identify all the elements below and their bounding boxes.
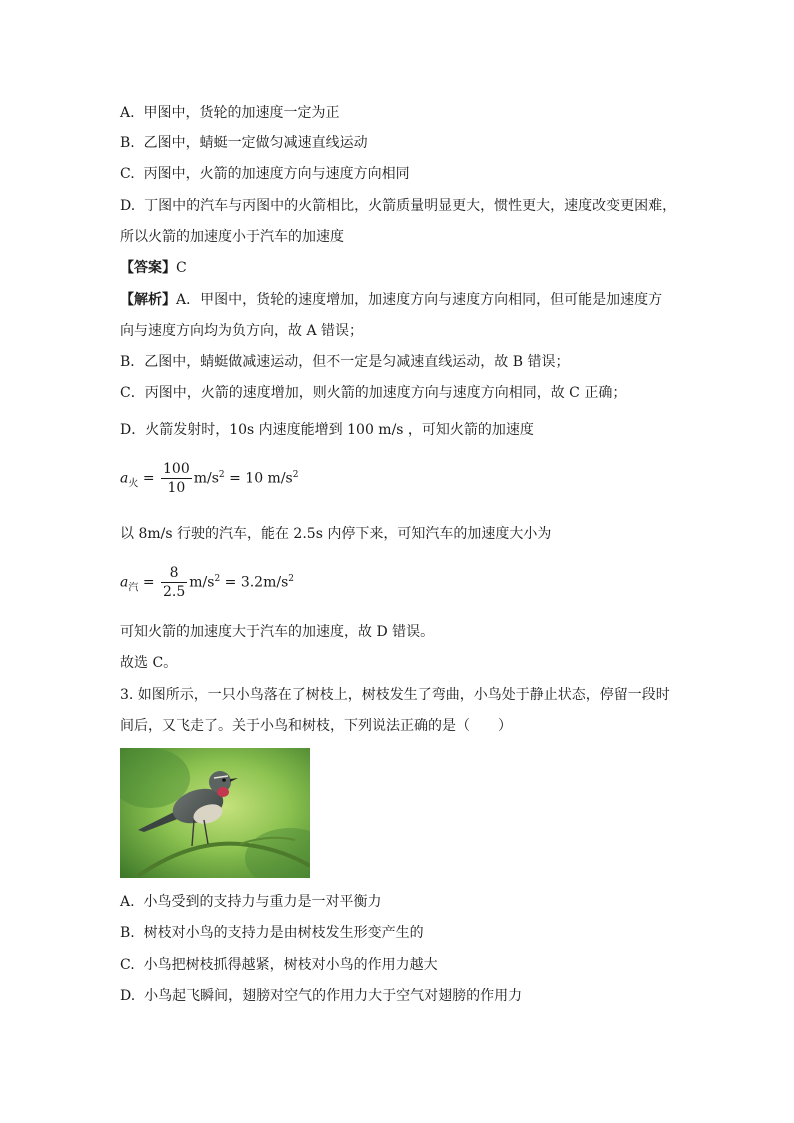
analysis-line-1: 【解析】A．甲图中，货轮的速度增加，加速度方向与速度方向相同，但可能是加速度方 [120,292,663,308]
q3-option-c: C. 小鸟把树枝抓得越紧，树枝对小鸟的作用力越大 [120,957,438,973]
answer-tag: 【答案】 [120,260,176,276]
analysis-line-4: C．丙图中，火箭的速度增加，则火箭的加速度方向与速度方向相同，故 C 正确； [120,385,627,401]
analysis-line-8: 故选 C。 [120,655,178,671]
analysis-line-5: D．火箭发射时，10s 内速度能增到 100 m/s ，可知火箭的加速度 [120,422,534,438]
q3-stem-line-2: 间后，又飞走了。关于小鸟和树枝，下列说法正确的是（ ） [120,718,512,734]
analysis-line-2: 向与速度方向均为负方向，故 A 错误； [120,323,364,339]
q2-option-a: A. 甲图中，货轮的加速度一定为正 [120,105,340,121]
bird-on-branch-photo [120,748,310,878]
analysis-line-3: B．乙图中，蜻蜓做减速运动，但不一定是匀减速直线运动，故 B 错误； [120,354,570,370]
equation-rocket-acceleration: $a_火$ = $\frac{100}{10}$ $m/s^2 = 10$ $m/s^2$ [120,461,299,496]
q2-option-d: D. 丁图中的汽车与丙图中的火箭相比，火箭质量明显更大，惯性更大，速度改变更困难， [120,198,677,214]
q3-option-a: A. 小鸟受到的支持力与重力是一对平衡力 [120,894,382,910]
q2-option-d-continued: 所以火箭的加速度小于汽车的加速度 [120,229,344,245]
answer-line [120,258,187,278]
answer-value: C [176,260,187,276]
q3-option-d: D. 小鸟起飞瞬间，翅膀对空气的作用力大于空气对翅膀的作用力 [120,988,523,1004]
analysis-tag: 【解析】 [120,292,176,308]
q2-option-b: B. 乙图中，蜻蜓一定做匀减速直线运动 [120,135,368,151]
analysis-line-7: 可知火箭的加速度大于汽车的加速度，故 D 错误。 [120,624,435,640]
q3-option-b: B. 树枝对小鸟的支持力是由树枝发生形变产生的 [120,925,424,941]
equation-car-acceleration: $a_汽$ = $\frac{8}{2.5}$ $m/s^2 = 3.2m/s^2$ [120,565,294,600]
q3-stem-line-1: 3. 如图所示，一只小鸟落在了树枝上，树枝发生了弯曲，小鸟处于静止状态，停留一段时 [120,687,670,703]
analysis-line-6: 以 8m/s 行驶的汽车，能在 2.5s 内停下来，可知汽车的加速度大小为 [120,526,552,542]
q2-option-c: C. 丙图中，火箭的加速度方向与速度方向相同 [120,166,410,182]
